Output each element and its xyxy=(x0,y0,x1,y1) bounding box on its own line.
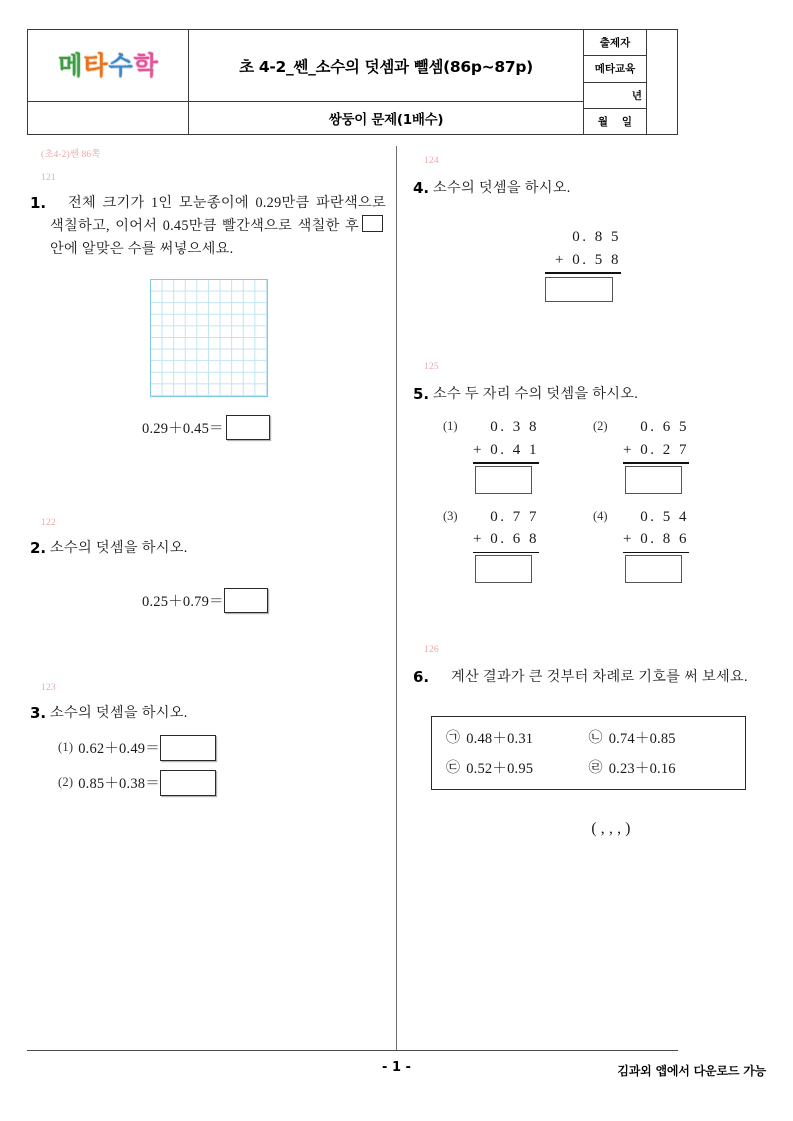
month-label: 월 xyxy=(597,115,609,128)
problem-5-item-4-label: (4) xyxy=(593,508,608,523)
choice-item-2 xyxy=(589,727,732,748)
footer-divider xyxy=(27,1050,678,1051)
problem-5-item-1-label: (1) xyxy=(443,419,458,434)
problem-5-item-3-addend-bottom: + 0. 6 8 xyxy=(473,531,539,548)
problem-3-item-2-label: (2) xyxy=(58,775,74,789)
problem-5-item-2-addend-bottom: + 0. 2 7 xyxy=(623,441,689,458)
problem-3-text: 소수의 덧셈을 하시오. xyxy=(50,705,188,722)
problem-4-tag: 124 xyxy=(424,156,439,166)
header-table xyxy=(27,29,678,135)
problem-5-item-1-answer-box[interactable] xyxy=(475,466,532,494)
problem-3-item-1 xyxy=(58,735,386,761)
choice-4-expression: 0.23＋0.16 xyxy=(608,760,676,777)
problem-5-item-3-addend-top: 0. 7 7 xyxy=(490,508,539,525)
problem-2-text: 소수의 덧셈을 하시오. xyxy=(50,540,188,556)
problem-4-answer-box[interactable] xyxy=(545,277,613,302)
problem-1-equation: 0.29＋0.45＝ xyxy=(142,421,224,437)
problem-4-number: 4. xyxy=(413,179,430,197)
right-column xyxy=(413,146,769,838)
problem-5-item-3-label: (3) xyxy=(443,508,458,523)
problem-2-tag: 122 xyxy=(41,518,56,528)
problem-5-item-2-sum-rule xyxy=(623,462,689,464)
problem-4-addend-top: 0. 8 5 xyxy=(572,229,621,246)
left-column xyxy=(30,146,386,796)
problem-4 xyxy=(413,156,769,302)
problem-6-number: 6. xyxy=(413,668,430,687)
page-number: - 1 - xyxy=(382,1060,411,1075)
problem-5-item-4-sum-rule xyxy=(623,552,689,554)
problem-3-item-2 xyxy=(58,770,386,796)
problem-5-item-3-answer-box[interactable] xyxy=(475,555,532,583)
source-tag: (초4-2)쎈 86쪽 xyxy=(41,150,101,160)
worksheet-subtitle: 쌍둥이 문제(1배수) xyxy=(328,112,444,128)
problem-5-item-4-addend-top: 0. 5 4 xyxy=(640,508,689,525)
logo-char-2: 타 xyxy=(83,51,108,80)
problem-5-item-3-sum-rule xyxy=(473,552,539,554)
day-label: 일 xyxy=(621,115,633,128)
header-logo-column xyxy=(28,30,189,134)
footer-note: 김과외 앱에서 다운로드 가능 xyxy=(617,1064,766,1078)
problem-6-answer-line[interactable]: ( , , , ) xyxy=(591,819,631,837)
problem-1-equation-row xyxy=(142,415,386,440)
problem-5 xyxy=(413,362,769,583)
problem-5-item-1-addend-bottom: + 0. 4 1 xyxy=(473,441,539,458)
problem-3-item-1-equation: 0.62＋0.49＝ xyxy=(78,741,160,757)
problem-2-answer-box[interactable] xyxy=(224,588,268,613)
author-value: 메타교육 xyxy=(584,56,646,82)
problem-5-item-1 xyxy=(443,416,593,494)
month-day-labels xyxy=(584,109,646,134)
choice-4-mark: ㉣ xyxy=(588,761,603,777)
choice-1-expression: 0.48＋0.31 xyxy=(466,730,534,747)
logo-char-3: 수 xyxy=(108,51,133,80)
problem-6-text xyxy=(433,666,769,689)
author-label: 출제자 xyxy=(584,30,646,56)
problem-3-tag: 123 xyxy=(41,683,56,694)
problem-5-number: 5. xyxy=(413,384,430,403)
header-meta-column xyxy=(584,30,647,134)
choice-item-4 xyxy=(589,757,732,778)
problem-5-item-2-answer-box[interactable] xyxy=(625,466,682,494)
problem-1-number: 1. xyxy=(30,194,47,212)
year-label: 년 xyxy=(584,83,646,109)
problem-5-item-4-addend-bottom: + 0. 8 6 xyxy=(623,531,689,548)
header-title-column xyxy=(189,30,584,134)
choice-item-3 xyxy=(446,757,589,778)
choice-2-mark: ㉡ xyxy=(588,731,603,747)
problem-5-item-1-sum-rule xyxy=(473,462,539,464)
problem-3-item-1-answer-box[interactable] xyxy=(160,735,216,761)
problem-2-number: 2. xyxy=(30,539,47,557)
problem-3-item-1-label: (1) xyxy=(58,740,74,754)
column-divider xyxy=(396,146,397,1050)
problem-1-text-part1: 전체 크기가 1인 모눈종이에 0.29만큼 파란색으로 색칠하고, 이어서 0.45만큼 빨간색으로 색칠한 후 xyxy=(50,195,386,234)
logo-char-4: 학 xyxy=(133,51,158,80)
choice-3-mark: ㉢ xyxy=(446,761,461,777)
problem-1-text xyxy=(50,192,386,261)
problem-3-number: 3. xyxy=(30,704,47,723)
problem-6-tag: 126 xyxy=(424,645,439,656)
meta-math-logo xyxy=(58,53,158,78)
problem-1-text-part2: 안에 알맞은 수를 써넣으세요. xyxy=(50,241,234,257)
logo-cell xyxy=(28,30,188,102)
problem-4-vertical-addition xyxy=(545,226,621,302)
problem-1 xyxy=(30,173,386,440)
problem-1-answer-box[interactable] xyxy=(226,415,270,440)
problem-6-text-value: 계산 결과가 큰 것부터 차례로 기호를 써 보세요. xyxy=(451,669,748,686)
problem-3 xyxy=(30,683,386,795)
choice-2-expression: 0.74＋0.85 xyxy=(608,730,676,747)
problem-6-choice-box xyxy=(431,716,746,790)
problem-5-tag: 125 xyxy=(424,361,439,372)
problem-5-item-1-addend-top: 0. 3 8 xyxy=(490,419,539,436)
choice-1-mark: ㉠ xyxy=(446,731,461,747)
problem-5-item-4 xyxy=(593,506,743,584)
problem-2 xyxy=(30,518,386,613)
logo-column-empty-cell xyxy=(28,102,188,134)
problem-2-equation: 0.25＋0.79＝ xyxy=(142,594,224,611)
header-blank-column xyxy=(647,30,677,134)
grid-paper-diagram xyxy=(150,279,268,397)
logo-char-1: 메 xyxy=(58,51,83,80)
problem-6 xyxy=(413,645,769,837)
choice-3-expression: 0.52＋0.95 xyxy=(466,760,534,777)
problem-3-item-2-answer-box[interactable] xyxy=(160,770,216,796)
problem-5-text: 소수 두 자리 수의 덧셈을 하시오. xyxy=(433,385,639,402)
problem-3-item-2-equation: 0.85＋0.38＝ xyxy=(78,776,160,792)
worksheet-title: 초 4-2_쎈_소수의 덧셈과 뺄셈(86p~87p) xyxy=(189,30,583,102)
problem-5-item-4-answer-box[interactable] xyxy=(625,555,682,583)
problem-5-item-2-label: (2) xyxy=(593,419,608,434)
problem-4-addend-bottom: + 0. 5 8 xyxy=(555,251,621,268)
problem-1-tag: 121 xyxy=(41,173,56,183)
problem-5-item-2 xyxy=(593,416,743,494)
problem-5-item-3 xyxy=(443,506,593,584)
problem-2-equation-row xyxy=(142,588,386,613)
problem-4-sum-rule xyxy=(545,272,621,274)
problem-1-blank-box[interactable] xyxy=(362,215,383,232)
choice-item-1 xyxy=(446,727,589,748)
problem-4-text: 소수의 덧셈을 하시오. xyxy=(433,180,571,196)
problem-5-item-2-addend-top: 0. 6 5 xyxy=(640,419,689,436)
